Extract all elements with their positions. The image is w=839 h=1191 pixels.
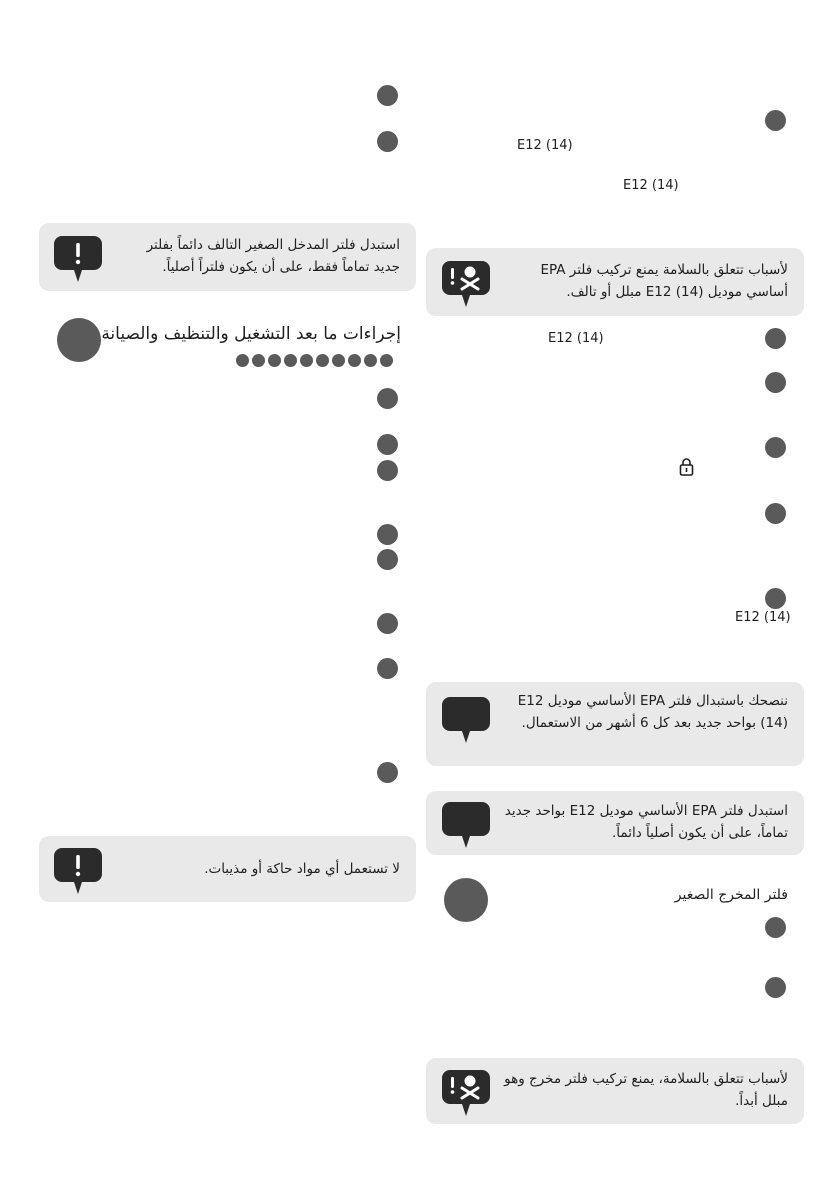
section-number-marker [57, 318, 101, 362]
warning-text: استبدل فلتر المدخل الصغير التالف دائماً بفلتر جديد تماماً فقط، على أن يكون فلتراً أصلياً. [146, 237, 400, 275]
step-marker [377, 85, 398, 106]
section-progress-dots [236, 354, 393, 367]
danger-box-outlet [426, 1058, 804, 1124]
step-marker [765, 437, 786, 458]
warning-box-abrasives [39, 836, 416, 902]
lock-icon [679, 457, 694, 476]
step-marker [765, 503, 786, 524]
danger-box-epa [426, 248, 804, 316]
step-marker [765, 977, 786, 998]
outlet-filter-heading: فلتر المخرج الصغير [674, 887, 788, 903]
model-reference: E12 (14) [517, 138, 573, 153]
model-reference: E12 (14) [548, 331, 604, 346]
step-marker [377, 460, 398, 481]
section-heading: إجراءات ما بعد التشغيل والتنظيف والصيانة [101, 324, 401, 344]
step-marker [377, 388, 398, 409]
step-marker [377, 131, 398, 152]
exclamation-bubble-icon [440, 798, 492, 850]
exclamation-bubble-icon [52, 844, 104, 896]
skull-bubble-icon [440, 257, 492, 309]
step-marker [765, 917, 786, 938]
warning-text: لا تستعمل أي مواد حاكة أو مذيبات. [204, 861, 400, 877]
step-marker [377, 524, 398, 545]
step-marker [765, 372, 786, 393]
step-marker [377, 613, 398, 634]
exclamation-bubble-icon [440, 693, 492, 745]
step-marker [765, 588, 786, 609]
section-number-marker [444, 878, 488, 922]
replace-box [426, 791, 804, 855]
advice-box [426, 682, 804, 766]
model-reference: E12 (14) [735, 610, 791, 625]
step-marker [377, 658, 398, 679]
step-marker [377, 549, 398, 570]
safety-text: لأسباب تتعلق بالسلامة، يمنع تركيب فلتر مخرج وهو مبلل أبداً. [504, 1071, 788, 1109]
step-marker [377, 762, 398, 783]
replace-text: استبدل فلتر EPA الأساسي موديل E12 بواحد جديد تماماً، على أن يكون أصلياً دائماً. [504, 803, 788, 841]
exclamation-bubble-icon [52, 232, 104, 284]
model-reference: E12 (14) [623, 178, 679, 193]
step-marker [765, 328, 786, 349]
skull-bubble-icon [440, 1066, 492, 1118]
step-marker [377, 434, 398, 455]
warning-box-inlet [39, 223, 416, 291]
advice-text: ننصحك باستبدال فلتر EPA الأساسي موديل E12 (14) بواحد جديد بعد كل 6 أشهر من الاستعمال. [517, 693, 788, 731]
step-marker [765, 110, 786, 131]
safety-text: لأسباب تتعلق بالسلامة يمنع تركيب فلتر EPA أساسي موديل E12 (14) مبلل أو تالف. [540, 262, 788, 300]
